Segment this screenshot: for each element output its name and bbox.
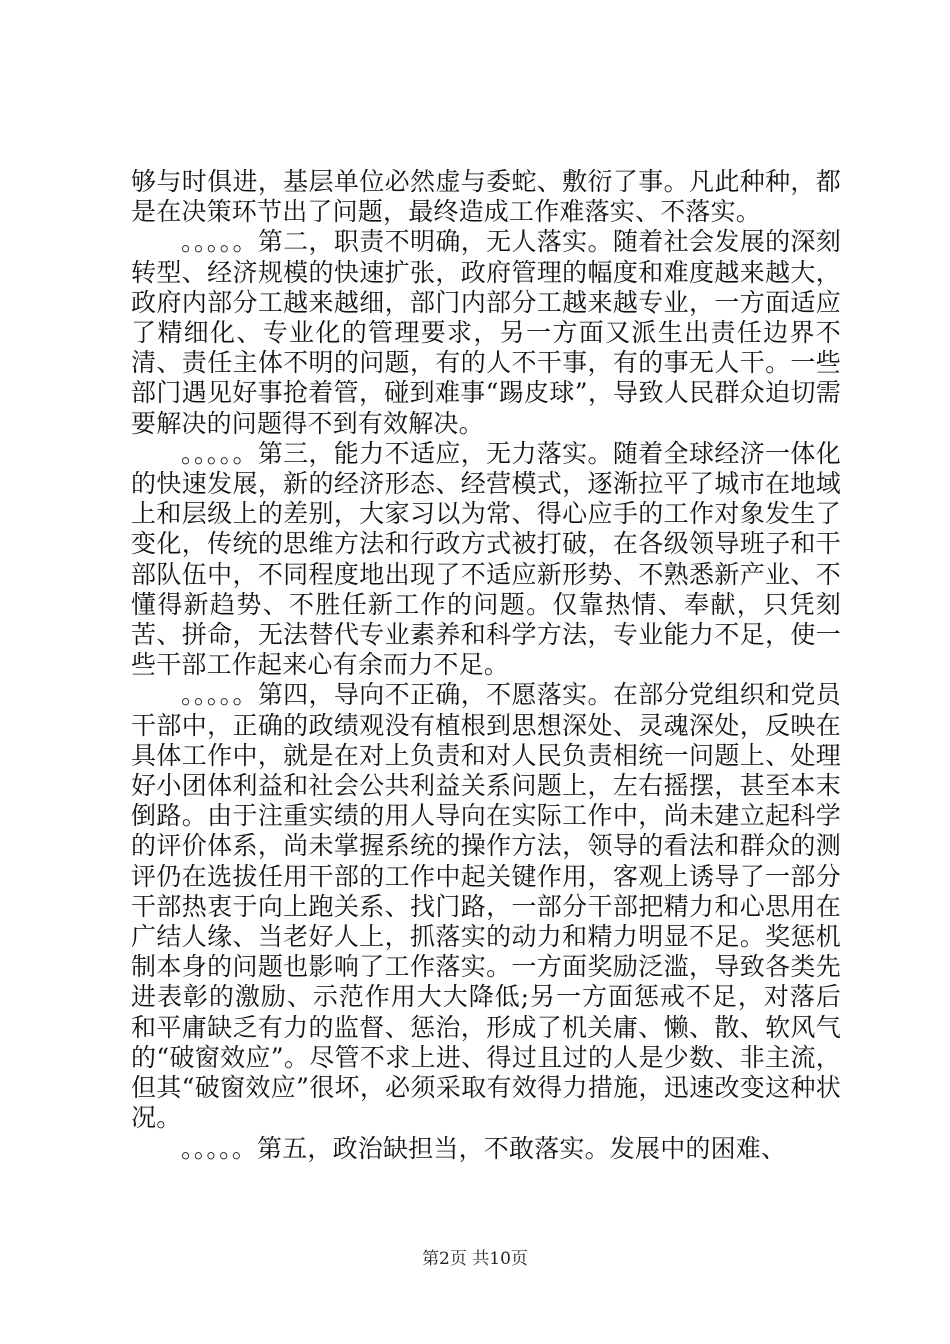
paragraph-point-three: 。。。。。第三，能力不适应，无力落实。随着全球经济一体化的快速发展，新的经济形态、经营模式，逐渐拉平了城市在地域上和层级上的差别，大家习以为常、得心应手的工作对象发生了变化，传统的思维方法和行政方式被打破，在各级领导班子和干部队伍中，不同程度地出现了不适应新形势、不熟悉新产业、不懂得新趋势、不胜任新工作的问题。仅靠热情、奉献，只凭刻苦、拼命，无法替代专业素养和科学方法，专业能力不足，使一些干部工作起来心有余而力不足。 bbox=[131, 438, 841, 680]
paragraph-decision-continuation: 够与时俱进，基层单位必然虚与委蛇、敷衍了事。凡此种种，都是在决策环节出了问题，最终造成工作难落实、不落实。 bbox=[131, 167, 841, 227]
paragraph-point-two: 。。。。。第二，职责不明确，无人落实。随着社会发展的深刻转型、经济规模的快速扩张，政府管理的幅度和难度越来越大，政府内部分工越来越细，部门内部分工越来越专业，一方面适应了精细化、专业化的管理要求，另一方面又派生出责任边界不清、责任主体不明的问题，有的人不干事，有的事无人干。一些部门遇见好事抢着管，碰到难事“踢皮球”，导致人民群众迫切需要解决的问题得不到有效解决。 bbox=[131, 227, 841, 438]
paragraph-point-five: 。。。。。第五，政治缺担当，不敢落实。发展中的困难、 bbox=[181, 1133, 787, 1163]
page-footer bbox=[0, 1244, 950, 1269]
document-body bbox=[131, 167, 841, 1164]
paragraph-point-four: 。。。。。第四，导向不正确，不愿落实。在部分党组织和党员干部中，正确的政绩观没有植根到思想深处、灵魂深处，反映在具体工作中，就是在对上负责和对人民负责相统一问题上、处理好小团体利益和社会公共利益关系问题上，左右摇摆，甚至本末倒路。由于注重实绩的用人导向在实际工作中，尚未建立起科学的评价体系，尚未掌握系统的操作方法，领导的看法和群众的测评仍在选拔任用干部的工作中起关键作用，客观上诱导了一部分干部热衷于向上跑关系、找门路，一部分干部把精力和心思用在广结人缘、当老好人上，抓落实的动力和精力明显不足。奖惩机制本身的问题也影响了工作落实。一方面奖励泛滥，导致各类先进表彰的激励、示范作用大大降低;另一方面惩戒不足，对落后和平庸缺乏有力的监督、惩治，形成了机关庸、懒、散、软风气的“破窗效应”。尽管不求上进、得过且过的人是少数、非主流，但其“破窗效应”很坏，必须采取有效得力措施，迅速改变这种状况。 bbox=[131, 680, 841, 1133]
page-number-label: 第2页 共10页 bbox=[422, 1249, 528, 1269]
